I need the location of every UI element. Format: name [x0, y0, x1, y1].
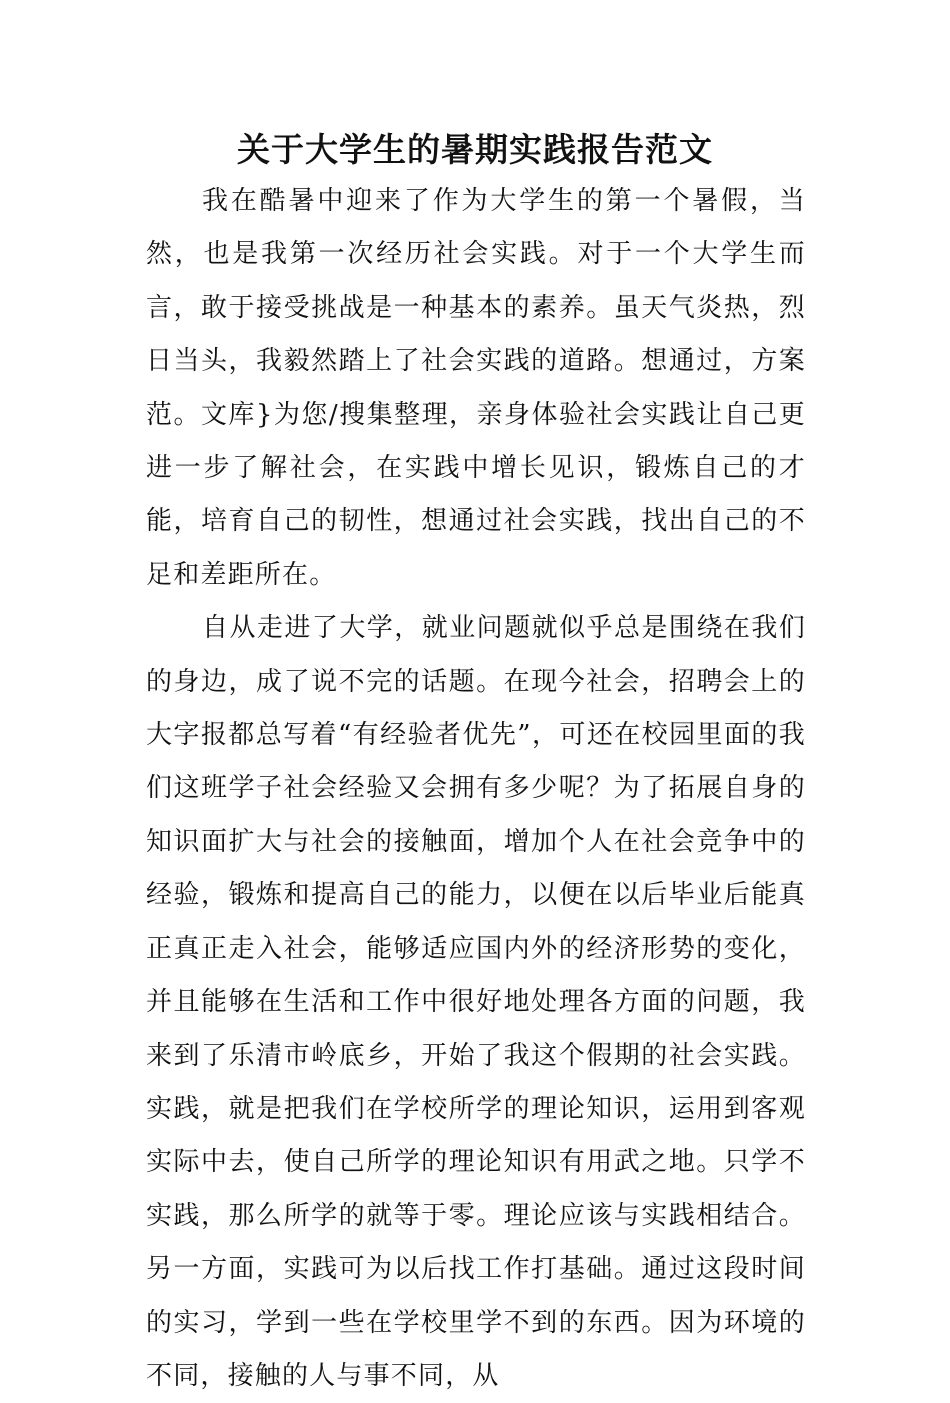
paragraph-2: 自从走进了大学，就业问题就似乎总是围绕在我们的身边，成了说不完的话题。在现今社会，招聘会上的大字报都总写着“有经验者优先”，可还在校园里面的我们这班学子社会经验又会拥有多少呢？为了拓展自身的知识面扩大与社会的接触面，增加个人在社会竞争中的经验，锻炼和提高自己的能力，以便在以后毕业后能真正真正走入社会，能够适应国内外的经济形势的变化，并且能够在生活和工作中很好地处理各方面的问题，我来到了乐清市岭底乡，开始了我这个假期的社会实践。实践，就是把我们在学校所学的理论知识，运用到客观实际中去，使自己所学的理论知识有用武之地。只学不实践，那么所学的就等于零。理论应该与实践相结合。另一方面，实践可为以后找工作打基础。通过这段时间的实习，学到一些在学校里学不到的东西。因为环境的不同，接触的人与事不同，从 [146, 613, 806, 1391]
paragraph-1: 我在酷暑中迎来了作为大学生的第一个暑假，当然，也是我第一次经历社会实践。对于一个大学生而言，敢于接受挑战是一种基本的素养。虽天气炎热，烈日当头，我毅然踏上了社会实践的道路。想通过，方案范。文库}为您/搜集整理，亲身体验社会实践让自己更进一步了解社会，在实践中增长见识，锻炼自己的才能，培育自己的韧性，想通过社会实践，找出自己的不足和差距所在。 [146, 186, 806, 590]
document-body [146, 175, 806, 1403]
document-title: 关于大学生的暑期实践报告范文 [237, 130, 713, 169]
